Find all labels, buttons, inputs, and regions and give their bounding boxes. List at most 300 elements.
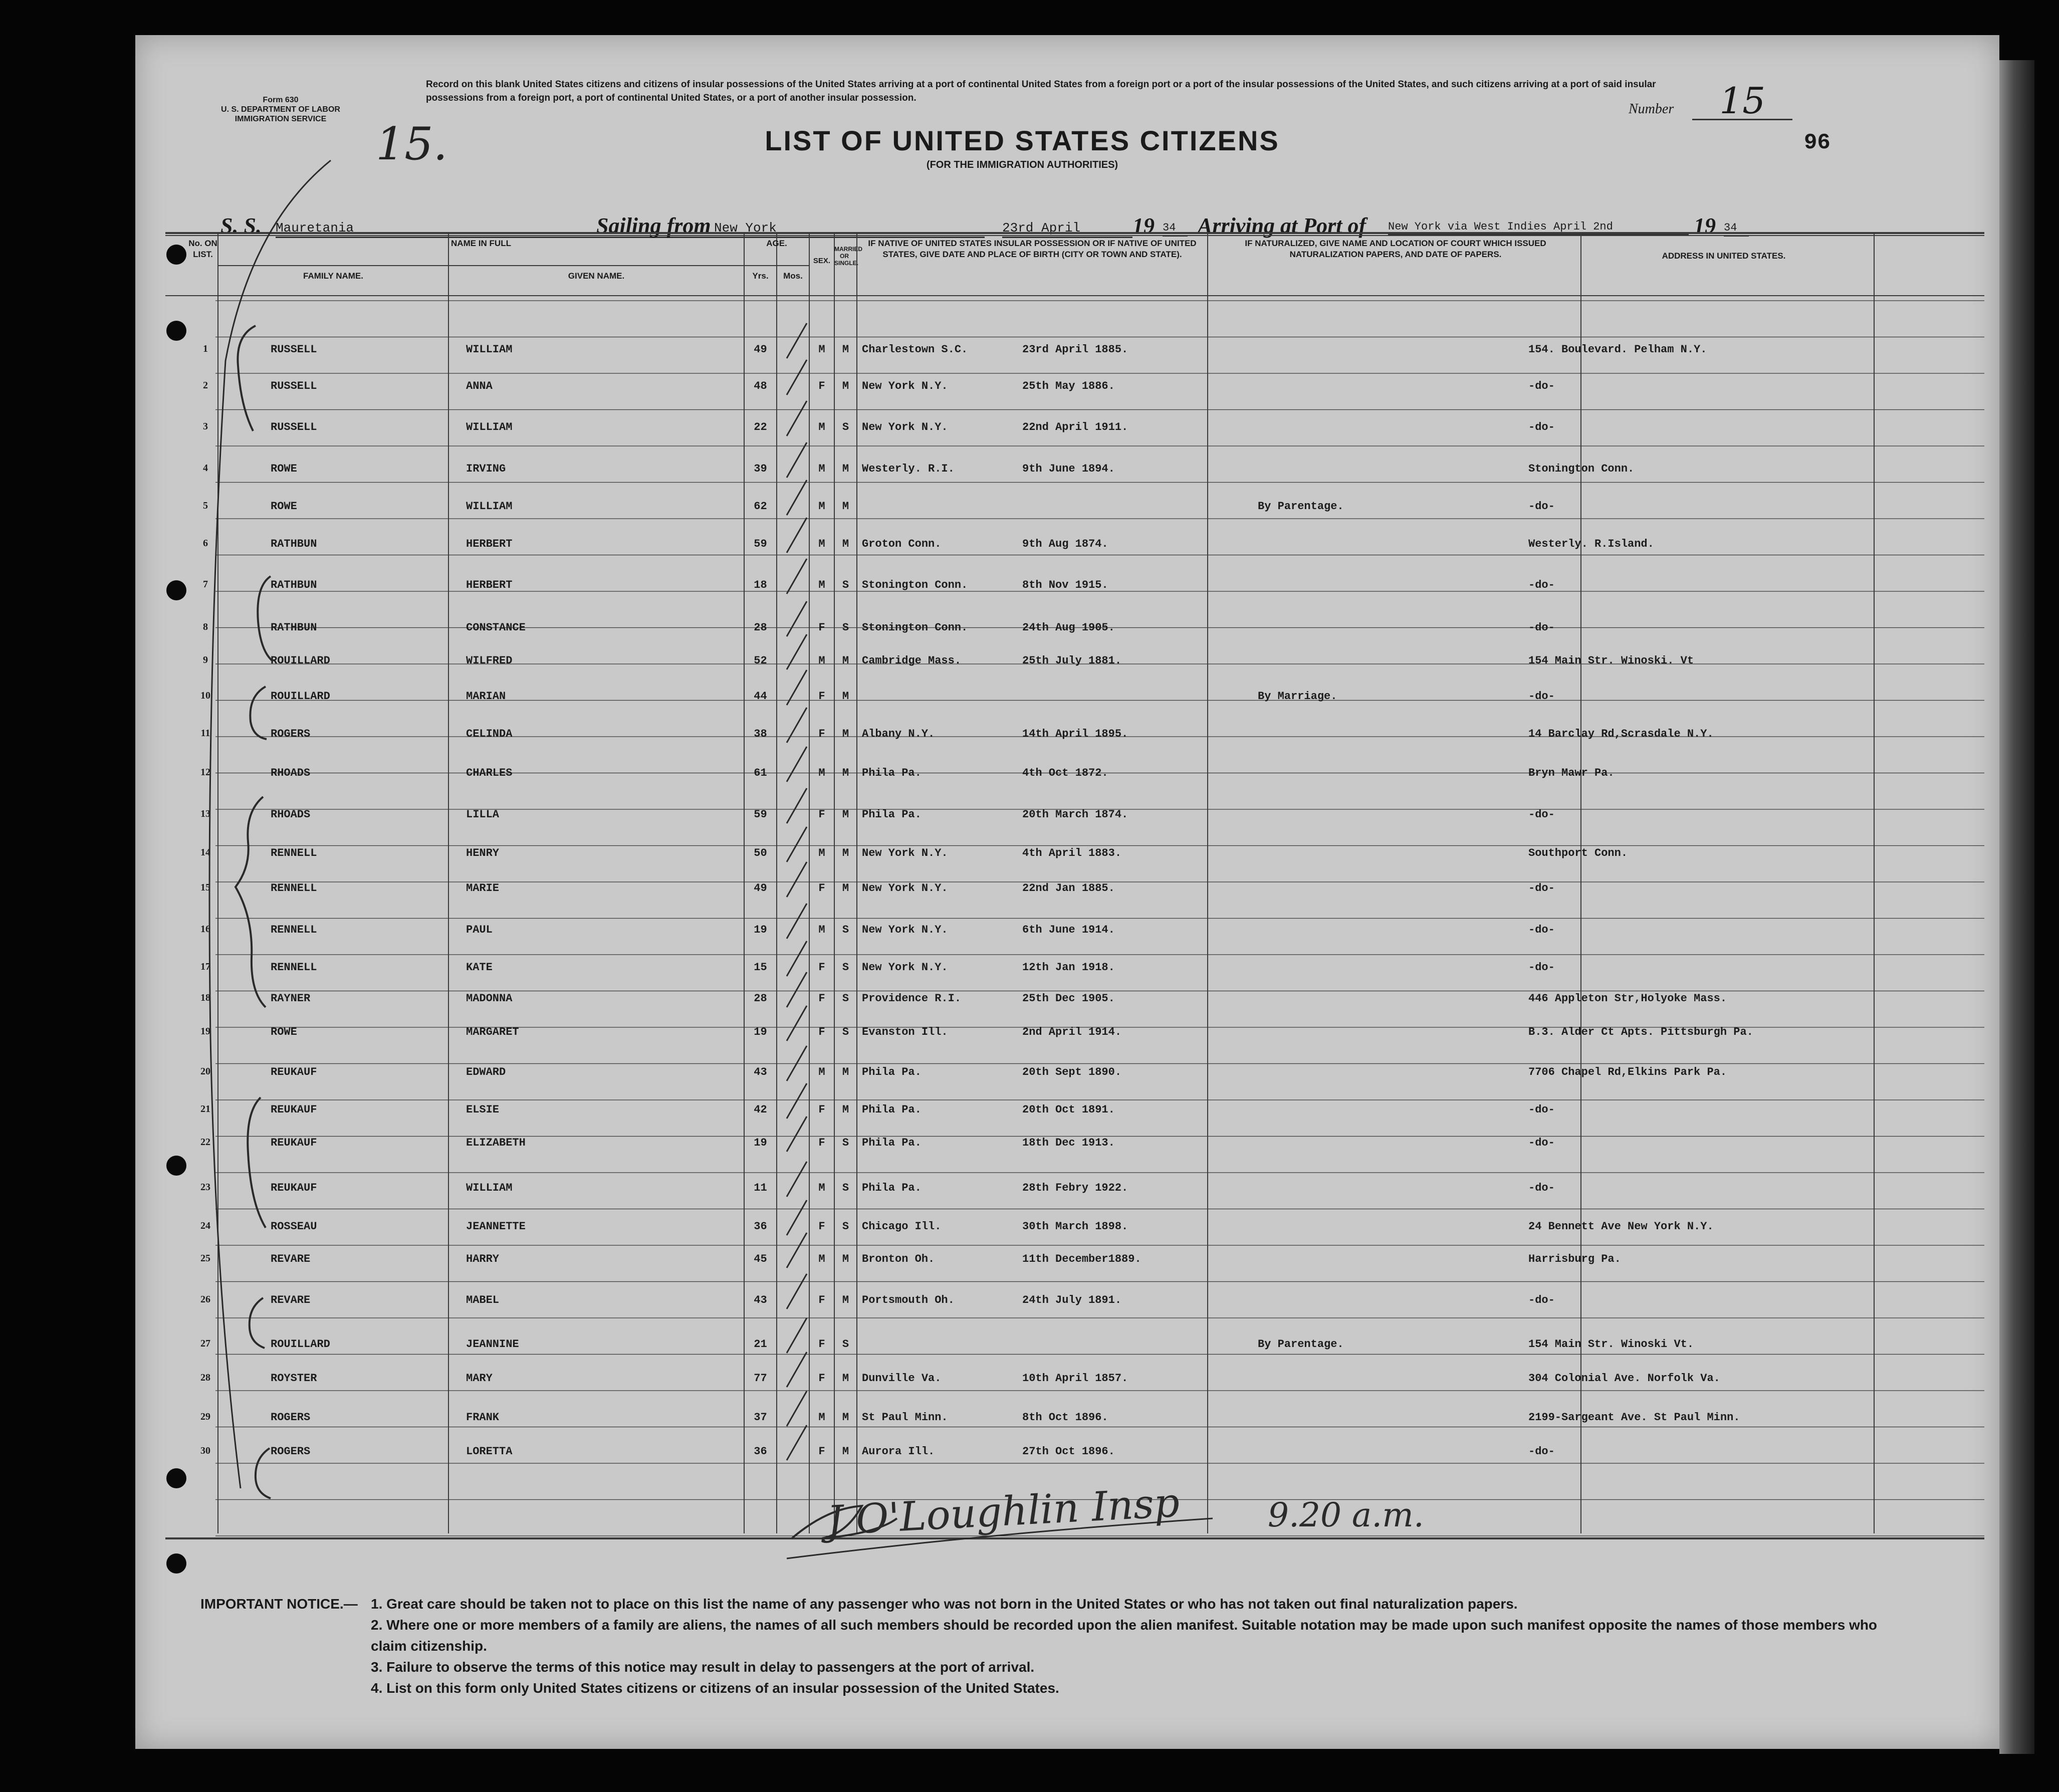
check-tick — [787, 1425, 807, 1460]
birth-place: Dunville Va. — [862, 1372, 942, 1385]
row-number: 10 — [200, 690, 210, 701]
given-name: HARRY — [466, 1253, 500, 1265]
age-years: 43 — [754, 1066, 767, 1078]
row-number: 15 — [200, 882, 210, 893]
family-name: ROGERS — [271, 1445, 311, 1458]
sex: F — [818, 728, 825, 740]
us-address: 14 Barclay Rd,Scrasdale N.Y. — [1528, 728, 1714, 740]
birth-place: Phila Pa. — [862, 1182, 922, 1194]
marital-status: S — [842, 1338, 849, 1351]
sex: M — [818, 1182, 825, 1194]
age-years: 48 — [754, 380, 767, 392]
row-number: 27 — [200, 1338, 210, 1349]
check-tick — [787, 634, 807, 669]
age-years: 39 — [754, 463, 767, 475]
birth-place: Evanston Ill. — [862, 1026, 948, 1038]
header-family-name: FAMILY NAME. — [303, 271, 363, 281]
birth-place: Stonington Conn. — [862, 621, 968, 634]
sex: F — [818, 882, 825, 894]
birth-place: Stonington Conn. — [862, 579, 968, 591]
ss-label: S. S. — [220, 213, 262, 238]
family-name: ROWE — [271, 1026, 297, 1038]
check-tick — [787, 827, 807, 862]
number-value: 15 — [1692, 83, 1792, 120]
sex: F — [818, 621, 825, 634]
naturalization: By Parentage. — [1258, 1338, 1344, 1351]
header-age: AGE. — [766, 239, 787, 248]
birth-place: Albany N.Y. — [862, 728, 935, 740]
check-tick — [787, 1116, 807, 1152]
row-number: 8 — [203, 621, 208, 632]
age-years: 43 — [754, 1294, 767, 1306]
row-number: 11 — [200, 728, 210, 739]
birth-place: Cambridge Mass. — [862, 654, 962, 667]
us-address: 154 Main Str. Winoski Vt. — [1528, 1338, 1694, 1351]
given-name: WILLIAM — [466, 343, 513, 356]
row-number: 28 — [200, 1372, 210, 1383]
us-address: Southport Conn. — [1528, 847, 1628, 859]
family-name: REVARE — [271, 1294, 311, 1306]
birth-place: New York N.Y. — [862, 924, 948, 936]
birth-date: 25th Dec 1905. — [1022, 992, 1115, 1005]
family-name: RATHBUN — [271, 621, 317, 634]
check-tick — [787, 518, 807, 553]
family-name: RENNELL — [271, 882, 317, 894]
row-number: 21 — [200, 1103, 210, 1114]
sex: F — [818, 1220, 825, 1233]
given-name: MARGARET — [466, 1026, 519, 1038]
us-address: Bryn Mawr Pa. — [1528, 767, 1615, 779]
sex: F — [818, 690, 825, 703]
birth-date: 25th May 1886. — [1022, 380, 1115, 392]
sex: M — [818, 579, 825, 591]
handwritten-mark: 15. — [376, 118, 448, 170]
marital-status: M — [842, 1445, 849, 1458]
naturalization: By Parentage. — [1258, 500, 1344, 513]
birth-place: Phila Pa. — [862, 808, 922, 821]
sex: M — [818, 924, 825, 936]
given-name: MARY — [466, 1372, 493, 1385]
marital-status: M — [842, 1411, 849, 1424]
notice-item-4: 4. List on this form only United States citizens or citizens of an insular possession of the United States. — [371, 1680, 1059, 1696]
us-address: Westerly. R.Island. — [1528, 538, 1654, 550]
check-tick — [787, 788, 807, 823]
us-address: Harrisburg Pa. — [1528, 1253, 1621, 1265]
age-years: 36 — [754, 1445, 767, 1458]
family-name: RUSSELL — [271, 343, 317, 356]
birth-date: 24th July 1891. — [1022, 1294, 1122, 1306]
row-number: 20 — [200, 1066, 210, 1077]
sailing-date: 23rd April — [1002, 220, 1132, 238]
marital-status: S — [842, 1026, 849, 1038]
service-name: IMMIGRATION SERVICE — [235, 115, 327, 123]
age-years: 19 — [754, 924, 767, 936]
sex: M — [818, 767, 825, 779]
check-tick — [787, 401, 807, 436]
family-name: RHOADS — [271, 808, 311, 821]
check-tick — [787, 601, 807, 636]
page-title: LIST OF UNITED STATES CITIZENS — [765, 125, 1280, 156]
marital-status: S — [842, 1182, 849, 1194]
us-address: -do- — [1528, 1137, 1555, 1149]
ship-name: Mauretania — [276, 220, 717, 238]
birth-date: 11th December1889. — [1022, 1253, 1141, 1265]
given-name: PAUL — [466, 924, 493, 936]
birth-date: 2nd April 1914. — [1022, 1026, 1122, 1038]
birth-place: New York N.Y. — [862, 421, 948, 433]
header-given-name: GIVEN NAME. — [568, 271, 625, 281]
marital-status: M — [842, 1253, 849, 1265]
check-tick — [787, 904, 807, 939]
us-address: 446 Appleton Str,Holyoke Mass. — [1528, 992, 1727, 1005]
inspector-signature: J O'Loughlin Insp — [826, 1479, 1181, 1544]
check-tick — [787, 323, 807, 358]
sailing-year-prefix: 19 — [1132, 213, 1155, 238]
age-years: 50 — [754, 847, 767, 859]
sex: F — [818, 1445, 825, 1458]
form-number: Form 630 — [263, 96, 299, 104]
naturalization: By Marriage. — [1258, 690, 1337, 703]
row-number: 17 — [200, 961, 210, 972]
marital-status: M — [842, 463, 849, 475]
given-name: ELIZABETH — [466, 1137, 526, 1149]
check-tick — [787, 559, 807, 594]
given-name: LORETTA — [466, 1445, 513, 1458]
check-tick — [787, 1046, 807, 1081]
birth-date: 22nd April 1911. — [1022, 421, 1128, 433]
family-name: ROUILLARD — [271, 654, 330, 667]
check-tick — [787, 360, 807, 395]
check-tick — [787, 480, 807, 515]
birth-place: Charlestown S.C. — [862, 343, 968, 356]
arriving-port: New York via West Indies — [1388, 220, 1689, 236]
sex: F — [818, 1026, 825, 1038]
age-years: 38 — [754, 728, 767, 740]
arriving-year-prefix: 19 — [1694, 213, 1716, 238]
row-number: 14 — [200, 847, 210, 858]
sex: F — [818, 1103, 825, 1116]
manifest-sheet — [135, 35, 1999, 1749]
page-number: 96 — [1804, 130, 1831, 155]
sex: M — [818, 463, 825, 475]
family-name: ROGERS — [271, 728, 311, 740]
sex: F — [818, 380, 825, 392]
given-name: FRANK — [466, 1411, 500, 1424]
sailing-year: 34 — [1163, 221, 1188, 237]
family-name: RATHBUN — [271, 538, 317, 550]
check-tick — [787, 708, 807, 743]
birth-date: 30th March 1898. — [1022, 1220, 1128, 1233]
sex: M — [818, 654, 825, 667]
birth-place: New York N.Y. — [862, 380, 948, 392]
age-years: 42 — [754, 1103, 767, 1116]
marital-status: S — [842, 579, 849, 591]
us-address: -do- — [1528, 1445, 1555, 1458]
age-years: 19 — [754, 1137, 767, 1149]
age-years: 36 — [754, 1220, 767, 1233]
birth-place: New York N.Y. — [862, 847, 948, 859]
birth-place: New York N.Y. — [862, 882, 948, 894]
us-address: 24 Bennett Ave New York N.Y. — [1528, 1220, 1714, 1233]
sex: M — [818, 343, 825, 356]
header-naturalized: IF NATURALIZED, GIVE NAME AND LOCATION OF COURT WHICH ISSUED NATURALIZATION PAPERS, AND DATE OF PAPERS. — [1245, 239, 1546, 259]
row-number: 29 — [200, 1411, 210, 1422]
sex: F — [818, 1137, 825, 1149]
header-mos: Mos. — [783, 271, 803, 281]
us-address: -do- — [1528, 882, 1555, 894]
check-tick — [787, 941, 807, 976]
family-name: RUSSELL — [271, 380, 317, 392]
sex: M — [818, 847, 825, 859]
row-number: 19 — [200, 1026, 210, 1037]
us-address: 2199-Sargeant Ave. St Paul Minn. — [1528, 1411, 1740, 1424]
birth-place: New York N.Y. — [862, 961, 948, 974]
check-tick — [787, 1318, 807, 1353]
birth-date: 4th Oct 1872. — [1022, 767, 1108, 779]
birth-place: Phila Pa. — [862, 1103, 922, 1116]
marital-status: S — [842, 924, 849, 936]
given-name: CHARLES — [466, 767, 513, 779]
arriving-year: 34 — [1724, 221, 1749, 237]
us-address: -do- — [1528, 621, 1555, 634]
us-address: -do- — [1528, 380, 1555, 392]
age-years: 59 — [754, 538, 767, 550]
given-name: WILLIAM — [466, 1182, 513, 1194]
header-name-in-full: NAME IN FULL — [451, 239, 511, 248]
row-number: 1 — [203, 343, 208, 354]
sex: M — [818, 1411, 825, 1424]
sex: F — [818, 808, 825, 821]
sex: F — [818, 1338, 825, 1351]
birth-date: 27th Oct 1896. — [1022, 1445, 1115, 1458]
marital-status: M — [842, 690, 849, 703]
us-address: B.3. Alder Ct Apts. Pittsburgh Pa. — [1528, 1026, 1753, 1038]
birth-date: 20th Oct 1891. — [1022, 1103, 1115, 1116]
family-name: RATHBUN — [271, 579, 317, 591]
age-years: 28 — [754, 992, 767, 1005]
age-years: 49 — [754, 882, 767, 894]
row-number: 3 — [203, 421, 208, 432]
marital-status: S — [842, 1137, 849, 1149]
us-address: -do- — [1528, 690, 1555, 703]
marital-status: S — [842, 992, 849, 1005]
check-tick — [787, 862, 807, 897]
family-name: REVARE — [271, 1253, 311, 1265]
given-name: CELINDA — [466, 728, 513, 740]
us-address: -do- — [1528, 500, 1555, 513]
row-number: 12 — [200, 767, 210, 778]
birth-place: Groton Conn. — [862, 538, 942, 550]
given-name: HERBERT — [466, 579, 513, 591]
family-name: REUKAUF — [271, 1137, 317, 1149]
family-name: REUKAUF — [271, 1066, 317, 1078]
row-number: 7 — [203, 579, 208, 590]
row-number: 18 — [200, 992, 210, 1003]
row-number: 5 — [203, 500, 208, 511]
given-name: KATE — [466, 961, 493, 974]
sex: M — [818, 1253, 825, 1265]
age-years: 52 — [754, 654, 767, 667]
us-address: 154. Boulevard. Pelham N.Y. — [1528, 343, 1707, 356]
marital-status: M — [842, 380, 849, 392]
header-yrs: Yrs. — [752, 271, 769, 281]
row-number: 6 — [203, 538, 208, 549]
birth-date: 9th June 1894. — [1022, 463, 1115, 475]
age-years: 11 — [754, 1182, 767, 1194]
row-number: 30 — [200, 1445, 210, 1456]
birth-date: 14th April 1895. — [1022, 728, 1128, 740]
header-address: ADDRESS IN UNITED STATES. — [1662, 251, 1786, 261]
birth-date: 8th Oct 1896. — [1022, 1411, 1108, 1424]
row-number: 16 — [200, 924, 210, 935]
marital-status: M — [842, 1294, 849, 1306]
header-no: No. ON LIST. — [188, 239, 217, 259]
age-years: 19 — [754, 1026, 767, 1038]
header-native: IF NATIVE OF UNITED STATES INSULAR POSSESSION OR IF NATIVE OF UNITED STATES, GIVE DATE AND PLACE OF BIRTH (CITY OR TOWN AND STATE). — [868, 239, 1197, 259]
family-name: REUKAUF — [271, 1182, 317, 1194]
given-name: JEANNINE — [466, 1338, 519, 1351]
sex: M — [818, 1066, 825, 1078]
marital-status: M — [842, 767, 849, 779]
age-years: 59 — [754, 808, 767, 821]
family-name: RENNELL — [271, 961, 317, 974]
check-tick — [787, 442, 807, 478]
given-name: HERBERT — [466, 538, 513, 550]
family-name: ROYSTER — [271, 1372, 317, 1385]
family-name: ROUILLARD — [271, 1338, 330, 1351]
given-name: WILLIAM — [466, 500, 513, 513]
marital-status: S — [842, 1220, 849, 1233]
marital-status: M — [842, 728, 849, 740]
row-number: 4 — [203, 463, 208, 474]
birth-date: 6th June 1914. — [1022, 924, 1115, 936]
birth-date: 20th Sept 1890. — [1022, 1066, 1122, 1078]
age-years: 15 — [754, 961, 767, 974]
us-address: -do- — [1528, 961, 1555, 974]
check-tick — [787, 1083, 807, 1118]
birth-date: 8th Nov 1915. — [1022, 579, 1108, 591]
us-address: -do- — [1528, 924, 1555, 936]
age-years: 44 — [754, 690, 767, 703]
family-name: ROGERS — [271, 1411, 311, 1424]
birth-date: 22nd Jan 1885. — [1022, 882, 1115, 894]
birth-date: 20th March 1874. — [1022, 808, 1128, 821]
row-number: 26 — [200, 1294, 210, 1305]
age-years: 22 — [754, 421, 767, 433]
us-address: -do- — [1528, 1103, 1555, 1116]
row-number: 2 — [203, 380, 208, 391]
notice-list — [371, 1594, 1914, 1699]
us-address: 154 Main Str. Winoski. Vt — [1528, 654, 1694, 667]
page-subtitle: (FOR THE IMMIGRATION AUTHORITIES) — [926, 159, 1118, 170]
marital-status: M — [842, 538, 849, 550]
birth-place: Phila Pa. — [862, 767, 922, 779]
birth-place: Providence R.I. — [862, 992, 962, 1005]
marital-status: M — [842, 882, 849, 894]
check-tick — [787, 1162, 807, 1197]
check-tick — [787, 1200, 807, 1235]
arriving-date: April 2nd — [1553, 220, 1613, 233]
birth-date: 9th Aug 1874. — [1022, 538, 1108, 550]
sex: F — [818, 1294, 825, 1306]
us-address: 7706 Chapel Rd,Elkins Park Pa. — [1528, 1066, 1727, 1078]
us-address: -do- — [1528, 1294, 1555, 1306]
family-name: ROWE — [271, 500, 297, 513]
us-address: 304 Colonial Ave. Norfolk Va. — [1528, 1372, 1720, 1385]
check-tick — [787, 1352, 807, 1387]
family-name: RUSSELL — [271, 421, 317, 433]
marital-status: M — [842, 1103, 849, 1116]
check-tick — [787, 1006, 807, 1041]
notice-heading: IMPORTANT NOTICE.— — [200, 1596, 358, 1612]
given-name: MARIE — [466, 882, 500, 894]
given-name: MARIAN — [466, 690, 506, 703]
age-years: 77 — [754, 1372, 767, 1385]
row-number: 22 — [200, 1137, 210, 1148]
birth-place: Phila Pa. — [862, 1066, 922, 1078]
birth-place: Chicago Ill. — [862, 1220, 942, 1233]
check-tick — [787, 972, 807, 1007]
birth-date: 4th April 1883. — [1022, 847, 1122, 859]
notice-item-1: 1. Great care should be taken not to place on this list the name of any passenger who was not born in the United States or who has not taken out final naturalization papers. — [371, 1596, 1518, 1612]
preamble-text: Record on this blank United States citizens and citizens of insular possessions of the United States arriving at a port of continental United States from a foreign port or a port of the insular possessions of the United States, and such citizens arriving at a port of said insular possessions from a foreign port, a port of continental United States, or a port of another insular possession. — [426, 79, 1656, 103]
marital-status: M — [842, 1066, 849, 1078]
birth-place: Portsmouth Oh. — [862, 1294, 955, 1306]
given-name: IRVING — [466, 463, 506, 475]
family-name: RAYNER — [271, 992, 311, 1005]
check-tick — [787, 747, 807, 782]
given-name: JEANNETTE — [466, 1220, 526, 1233]
row-number: 23 — [200, 1182, 210, 1193]
family-name: REUKAUF — [271, 1103, 317, 1116]
marital-status: S — [842, 421, 849, 433]
age-years: 18 — [754, 579, 767, 591]
row-number: 9 — [203, 654, 208, 665]
check-tick — [787, 1391, 807, 1426]
marital-status: M — [842, 343, 849, 356]
sex: M — [818, 538, 825, 550]
birth-date: 28th Febry 1922. — [1022, 1182, 1128, 1194]
birth-place: St Paul Minn. — [862, 1411, 948, 1424]
sex: F — [818, 1372, 825, 1385]
family-name: ROSSEAU — [271, 1220, 317, 1233]
birth-date: 12th Jan 1918. — [1022, 961, 1115, 974]
birth-place: Phila Pa. — [862, 1137, 922, 1149]
check-tick — [787, 670, 807, 705]
arriving-label: Arriving at Port of — [1198, 213, 1366, 238]
age-years: 21 — [754, 1338, 767, 1351]
department-name: U. S. DEPARTMENT OF LABOR — [221, 105, 340, 114]
us-address: Stonington Conn. — [1528, 463, 1635, 475]
age-years: 45 — [754, 1253, 767, 1265]
birth-date: 24th Aug 1905. — [1022, 621, 1115, 634]
age-years: 62 — [754, 500, 767, 513]
us-address: -do- — [1528, 1182, 1555, 1194]
header-sex: SEX. — [813, 257, 831, 265]
family-name: RENNELL — [271, 847, 317, 859]
number-label: Number — [1629, 101, 1674, 117]
marital-status: S — [842, 621, 849, 634]
header-married: MARRIED OR SINGLE. — [834, 246, 862, 267]
us-address: -do- — [1528, 579, 1555, 591]
family-name: RENNELL — [271, 924, 317, 936]
birth-place: Aurora Ill. — [862, 1445, 935, 1458]
given-name: LILLA — [466, 808, 500, 821]
page-edge — [1999, 60, 2034, 1754]
marital-status: M — [842, 1372, 849, 1385]
birth-place: Westerly. R.I. — [862, 463, 955, 475]
sailing-label: Sailing from — [596, 213, 711, 238]
